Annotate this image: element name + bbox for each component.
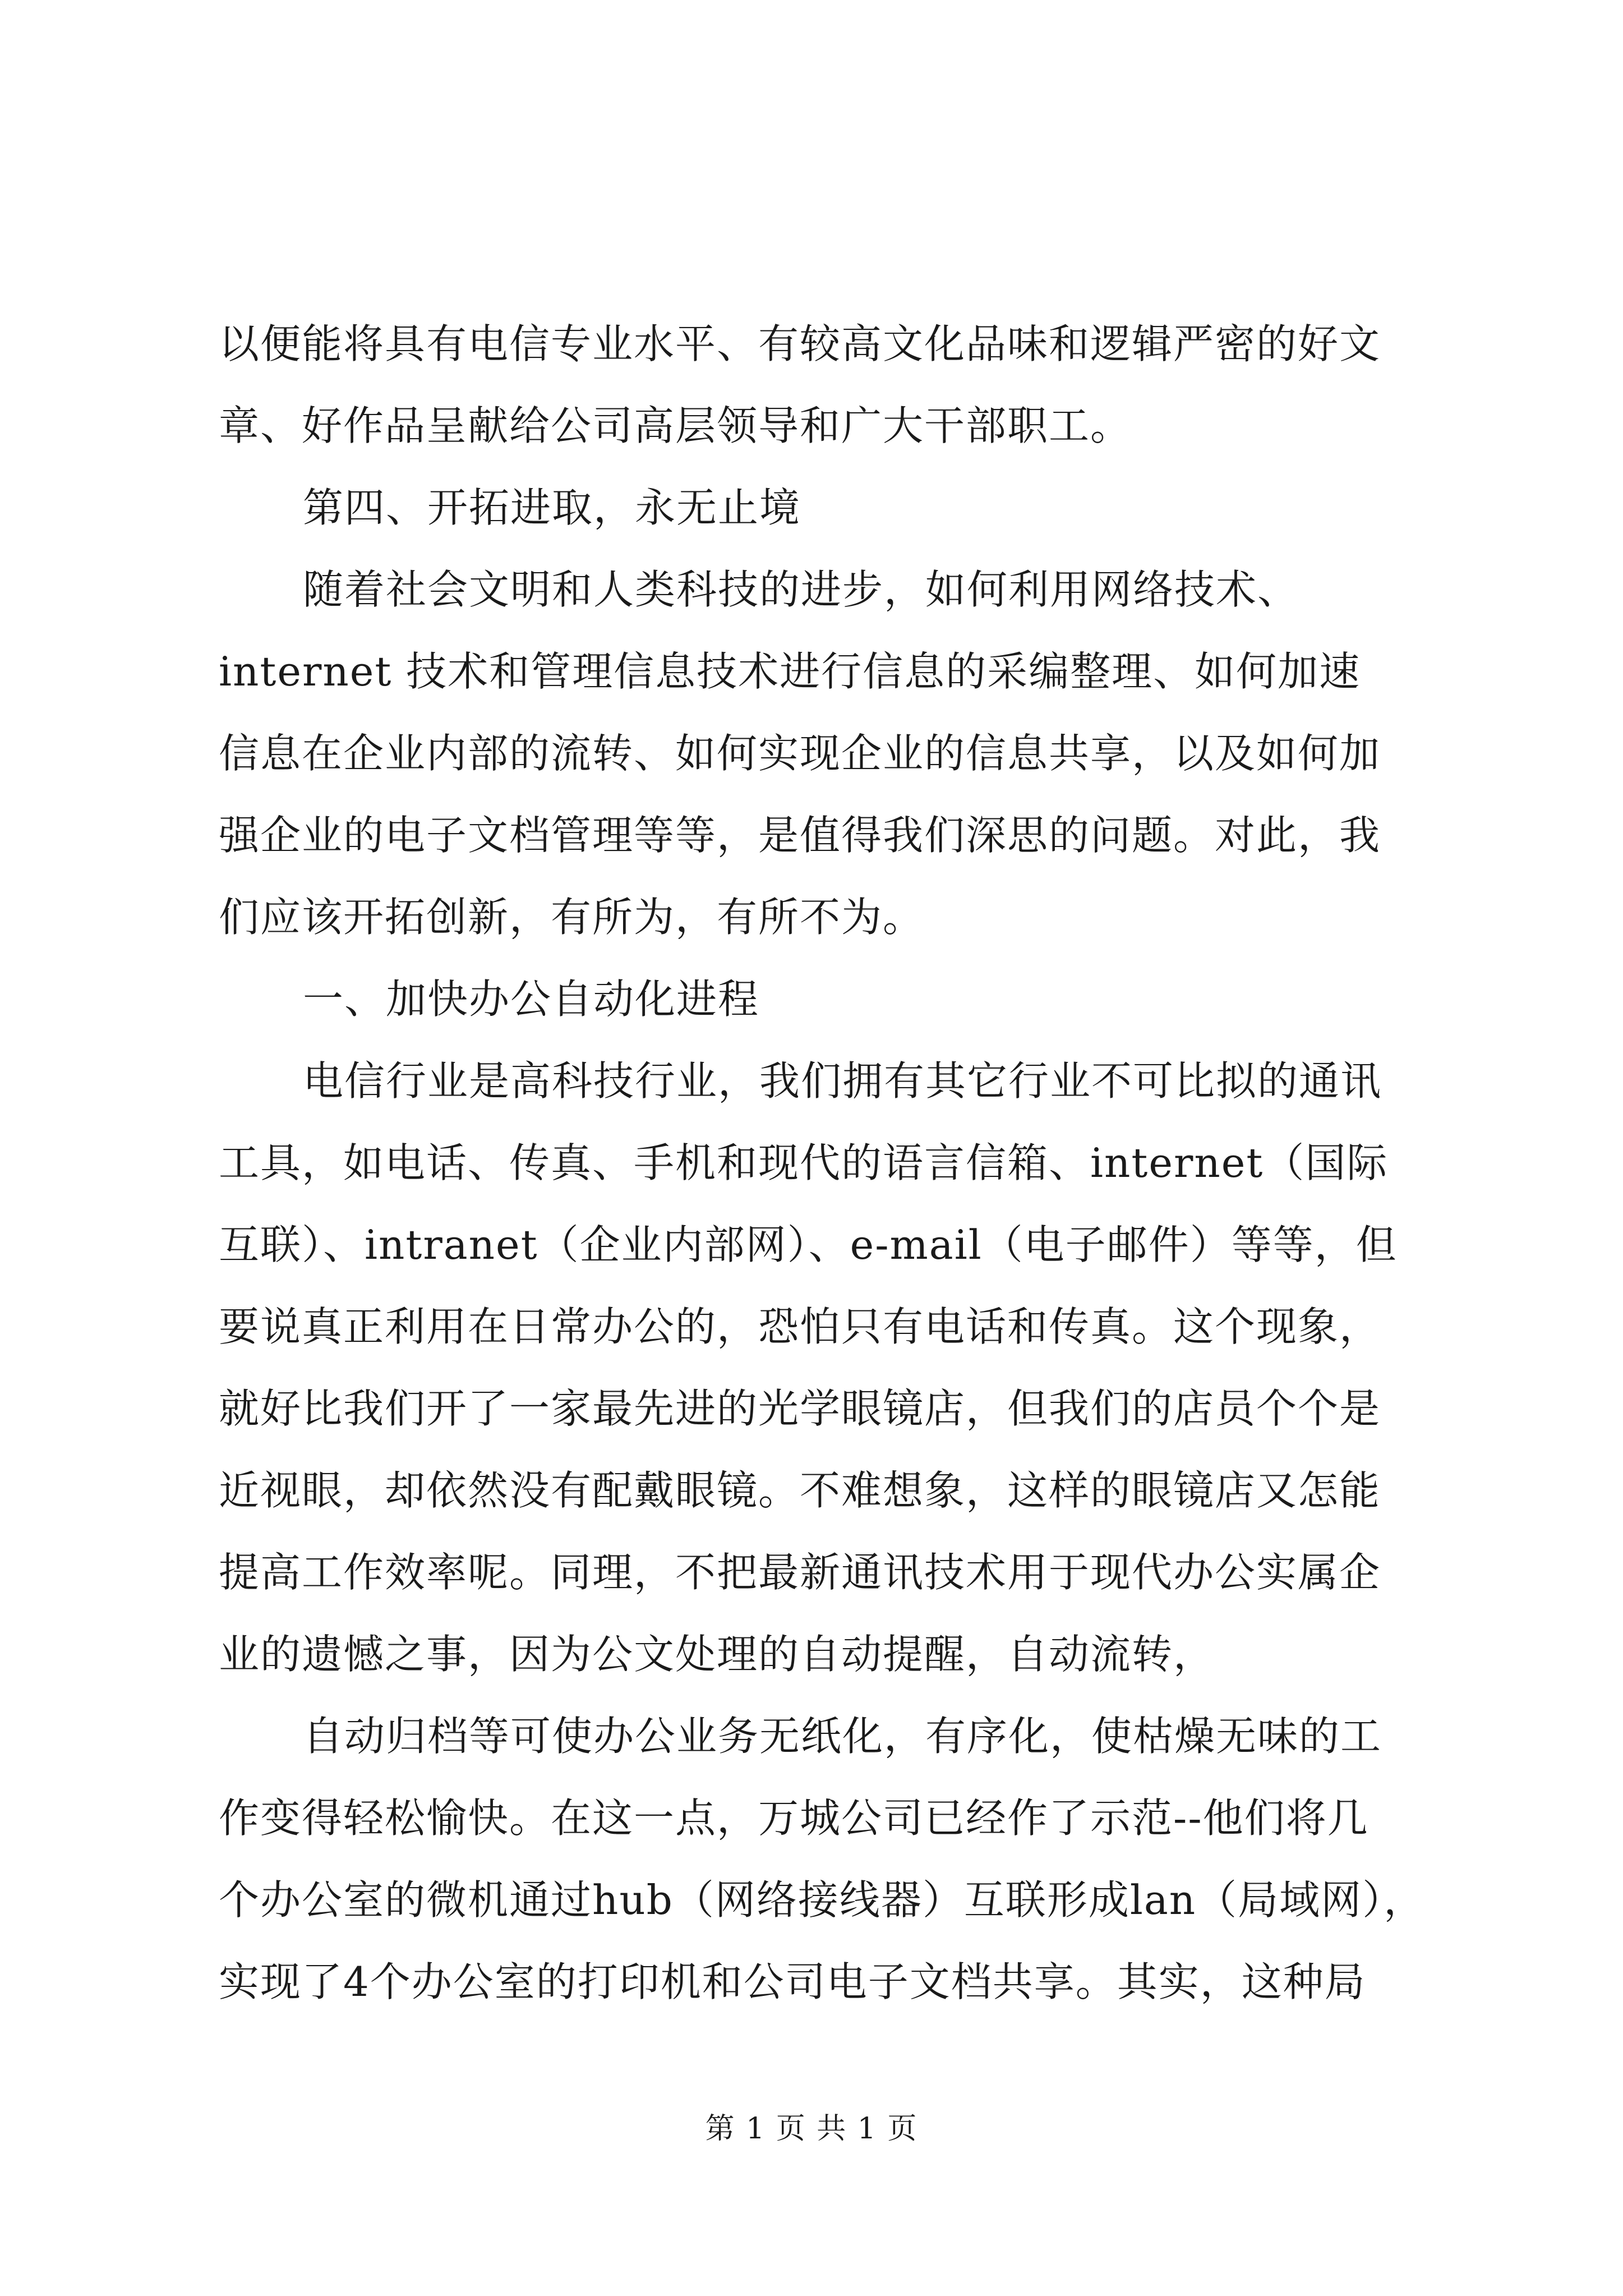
- paragraph-line: 自动归档等可使办公业务无纸化，有序化，使枯燥无味的工: [303, 1713, 1382, 1760]
- paragraph-line: 随着社会文明和人类科技的进步，如何利用网络技术、: [303, 566, 1299, 613]
- paragraph-line: 以便能将具有电信专业水平、有较高文化品味和逻辑严密的好文: [219, 320, 1381, 367]
- subsection-heading: 一、加快办公自动化进程: [303, 976, 760, 1023]
- paragraph-line: 信息在企业内部的流转、如何实现企业的信息共享，以及如何加: [219, 730, 1381, 777]
- paragraph-line: internet 技术和管理信息技术进行信息的采编整理、如何加速: [219, 648, 1361, 695]
- paragraph-line: 要说真正利用在日常办公的，恐怕只有电话和传真。这个现象，: [219, 1303, 1381, 1350]
- paragraph-line: 个办公室的微机通过hub（网络接线器）互联形成lan（局域网），: [219, 1876, 1426, 1924]
- paragraph-line: 近视眼，却依然没有配戴眼镜。不难想象，这样的眼镜店又怎能: [219, 1467, 1381, 1514]
- paragraph-line: 业的遗憾之事，因为公文处理的自动提醒，自动流转，: [219, 1631, 1215, 1678]
- paragraph-line: 互联）、intranet（企业内部网）、e-mail（电子邮件）等等，但: [219, 1221, 1398, 1268]
- paragraph-line: 提高工作效率呢。同理，不把最新通讯技术用于现代办公实属企: [219, 1549, 1381, 1596]
- body-text: [219, 303, 1426, 2023]
- paragraph-line: 电信行业是高科技行业，我们拥有其它行业不可比拟的通讯: [303, 1057, 1382, 1105]
- paragraph-line: 强企业的电子文档管理等等，是值得我们深思的问题。对此，我: [219, 812, 1381, 859]
- paragraph-line: 就好比我们开了一家最先进的光学眼镜店，但我们的店员个个是: [219, 1385, 1381, 1432]
- section-heading: 第四、开拓进取，永无止境: [303, 484, 801, 531]
- paragraph-line: 章、好作品呈献给公司高层领导和广大干部职工。: [219, 402, 1132, 449]
- paragraph-line: 工具，如电话、传真、手机和现代的语言信箱、internet（国际: [219, 1139, 1389, 1186]
- page-number-footer: 第 1 页 共 1 页: [705, 2112, 918, 2146]
- paragraph-line: 作变得轻松愉快。在这一点，万城公司已经作了示范--他们将几: [219, 1795, 1369, 1842]
- paragraph-line: 实现了4个办公室的打印机和公司电子文档共享。其实，这种局: [219, 1958, 1366, 2005]
- paragraph-line: 们应该开拓创新，有所为，有所不为。: [219, 894, 925, 941]
